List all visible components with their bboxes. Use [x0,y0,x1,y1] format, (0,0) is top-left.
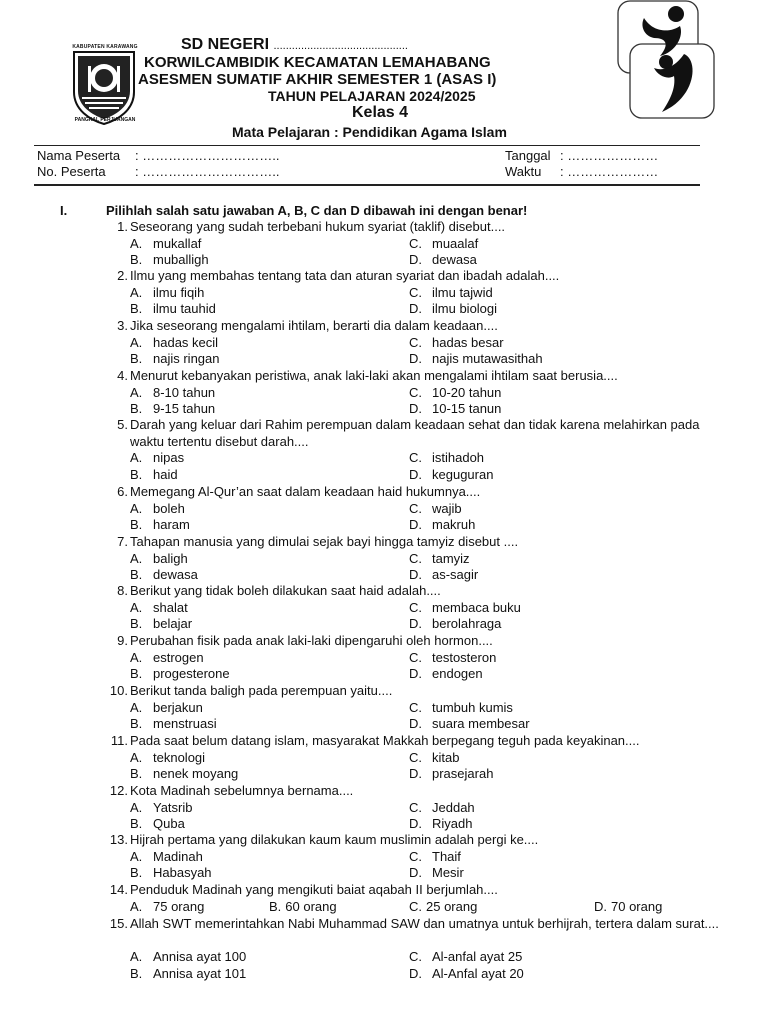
question-number: 7. [117,534,128,549]
section-number: I. [60,203,68,218]
option-text: 10-20 tahun [432,384,502,400]
question-number: 13. [109,832,128,847]
option-letter: A. [130,500,143,516]
option-letter: D. [594,898,607,914]
grade-heading: Kelas 4 [352,104,409,121]
option-letter: A. [130,799,143,815]
option-letter: B. [130,401,143,416]
option-letter: B. [130,965,143,981]
option-letter: C. [409,649,422,665]
option-a [130,899,204,914]
option-letter: A. [130,334,143,350]
option-letter: A. [130,450,143,465]
question-text: Berikut yang tidak boleh dilakukan saat haid adalah.... [130,583,441,598]
option-a [130,501,185,516]
option-letter: A. [130,699,143,715]
option-text: nipas [153,450,185,465]
name-field: : ………………………….. [135,148,280,163]
option-text: berjakun [153,699,203,715]
option-text: 10-15 tanun [432,401,502,416]
option-letter: D. [409,865,422,880]
option-b [130,252,209,267]
option-text: dewasa [432,252,477,267]
option-letter: C. [409,384,422,400]
option-a [130,335,218,350]
option-text: 25 orang [426,898,478,914]
option-a [130,551,188,566]
question-text: Berikut tanda baligh pada perempuan yaitu.... [130,683,393,698]
option-text: membaca buku [432,599,521,615]
question-number: 1. [117,219,128,234]
option-letter: B. [130,252,143,267]
option-text: as-sagir [432,567,479,582]
question-number: 11. [110,733,128,748]
option-letter: C. [409,949,422,964]
option-text: makruh [432,517,476,532]
option-text: muaalaf [432,235,479,251]
option-letter: C. [409,898,422,914]
option-c [409,849,461,864]
question-text: Seseorang yang sudah terbebani hukum syariat (taklif) disebut.... [130,219,506,234]
option-letter: B. [130,351,143,366]
option-letter: C. [409,699,422,715]
district-heading: KORWILCAMBIDIK KECAMATAN LEMAHABANG [144,54,491,71]
option-d [409,467,493,482]
option-letter: A. [130,384,143,400]
option-text: Habasyah [153,865,212,880]
option-text: berolahraga [432,616,502,631]
name-label: Nama Peserta [37,148,121,163]
option-letter: D. [409,301,422,316]
option-letter: B. [130,517,143,532]
option-d [409,401,501,416]
option-letter: D. [409,517,422,532]
option-text: 8-10 tahun [153,384,216,400]
option-text: prasejarah [432,766,494,781]
option-text: 70 orang [611,898,663,914]
number-label: No. Peserta [37,164,106,179]
option-letter: C. [409,450,422,465]
option-letter: D. [409,766,422,781]
option-b [130,616,192,631]
option-a [130,700,203,715]
option-b [269,899,337,914]
option-d [594,899,662,914]
option-text: suara membesar [432,716,530,731]
option-text: najis ringan [153,351,220,366]
question-number: 14. [109,882,128,897]
question-number: 12. [109,783,128,798]
option-text: tumbuh kumis [432,699,513,715]
option-d [409,966,524,981]
option-b [130,766,238,781]
option-c [409,650,496,665]
option-letter: A. [130,235,143,251]
option-text: hadas kecil [153,334,219,350]
option-d [409,616,501,631]
option-d [409,666,483,681]
option-text: Yatsrib [153,799,193,815]
option-letter: B. [130,666,143,681]
option-d [409,766,493,781]
option-b [130,351,220,366]
option-letter: A. [130,898,143,914]
option-text: belajar [153,616,193,631]
option-text: tamyiz [432,550,470,566]
option-text: testosteron [432,649,497,665]
option-text: ilmu biologi [432,301,498,316]
option-text: progesterone [153,666,230,681]
option-text: haid [153,466,178,482]
option-a [130,236,201,251]
option-letter: B. [130,716,143,731]
option-text: Mesir [432,865,464,880]
question-text: Pada saat belum datang islam, masyarakat Makkah berpegang teguh pada keyakinan.... [130,733,640,748]
logo-text-top: KABUPATEN KARAWANG [72,44,138,50]
option-letter: A. [130,550,143,566]
option-a [130,385,215,400]
option-text: mukallaf [153,235,202,251]
option-text: 75 orang [153,898,205,914]
option-letter: B. [269,898,282,914]
option-d [409,517,475,532]
option-c [409,949,522,964]
option-text: najis mutawasithah [432,351,543,366]
option-a [130,800,193,815]
option-letter: A. [130,848,143,864]
option-c [409,800,475,815]
option-a [130,750,205,765]
option-b [130,816,185,831]
question-number: 15. [109,916,128,931]
option-letter: D. [409,401,422,416]
option-letter: D. [409,567,422,582]
option-c [409,335,504,350]
option-letter: B. [130,865,143,880]
year-heading: TAHUN PELAJARAN 2024/2025 [268,88,476,104]
exam-heading: ASESMEN SUMATIF AKHIR SEMESTER 1 (ASAS I) [138,71,497,88]
number-field: : ………………………….. [135,164,280,179]
option-a [130,600,188,615]
option-text: boleh [153,500,185,516]
option-text: Jeddah [432,799,475,815]
option-text: kitab [432,749,460,765]
option-letter: D. [409,351,422,366]
question-text: Memegang Al-Qur’an saat dalam keadaan haid hukumnya.... [130,484,481,499]
regency-emblem-logo [68,44,140,126]
option-b [130,865,212,880]
option-b [130,716,217,731]
question-text: Menurut kebanyakan peristiwa, anak laki-laki akan mengalami ihtilam saat berusia.... [130,368,618,383]
option-text: Annisa ayat 101 [153,965,247,981]
option-text: shalat [153,599,188,615]
option-text: Al-anfal ayat 25 [432,949,523,964]
question-number: 4. [117,368,128,383]
option-text: ilmu tajwid [432,284,493,300]
option-letter: D. [409,816,422,831]
option-text: estrogen [153,649,204,665]
option-letter: C. [409,550,422,566]
date-label: Tanggal [505,148,551,163]
header-rule-bottom [34,184,700,186]
option-text: ilmu fiqih [153,284,205,300]
option-letter: B. [130,816,143,831]
question-text: Darah yang keluar dari Rahim perempuan dalam keadaan sehat dan tidak karena melahirkan pada waktu tertentu disebut darah.... [130,417,700,449]
option-text: baligh [153,550,188,566]
option-c [409,450,484,465]
option-letter: B. [130,301,143,316]
option-text: Madinah [153,848,203,864]
option-b [130,966,246,981]
option-letter: C. [409,749,422,765]
option-text: 60 orang [285,898,337,914]
option-letter: A. [130,649,143,665]
option-text: 9-15 tahun [153,401,216,416]
option-text: menstruasi [153,716,217,731]
question-text: Allah SWT memerintahkan Nabi Muhammad SAW dan umatnya untuk berhijrah, tertera dalam surat.... [130,916,719,931]
option-letter: D. [409,965,422,981]
school-name-blank: ............................................ [273,40,408,52]
option-c [409,285,493,300]
header-rule-top [34,145,700,146]
option-text: hadas besar [432,334,504,350]
question-number: 8. [117,583,128,598]
question-number: 9. [117,633,128,648]
option-d [409,865,464,880]
option-c [409,600,521,615]
corner-figures-decoration [614,0,718,122]
question-text: Perubahan fisik pada anak laki-laki dipengaruhi oleh hormon.... [130,633,493,648]
option-a [130,650,204,665]
option-text: istihadoh [432,450,485,465]
question-number: 3. [117,318,128,333]
option-text: Al-Anfal ayat 20 [432,965,524,981]
question-number: 10. [109,683,128,698]
option-c [409,501,462,516]
option-letter: B. [130,766,143,781]
option-c [409,551,470,566]
option-d [409,567,478,582]
question-text: Ilmu yang membahas tentang tata dan aturan syariat dan ibadah adalah.... [130,268,560,283]
option-letter: A. [130,284,143,300]
option-c [409,700,513,715]
option-letter: C. [409,284,422,300]
option-c [409,750,459,765]
question-number: 6. [117,484,128,499]
option-letter: A. [130,749,143,765]
option-letter: B. [130,616,143,631]
option-text: keguguran [432,466,494,482]
school-name: SD NEGERI ............................................ [181,36,408,53]
option-d [409,252,477,267]
option-letter: B. [130,466,143,482]
option-d [409,716,530,731]
option-c [409,899,477,914]
option-b [130,517,190,532]
option-d [409,351,543,366]
option-text: Quba [153,816,185,831]
logo-text-bottom: PANGKAL PERJUANGAN [74,117,136,123]
option-text: haram [153,517,190,532]
option-b [130,401,215,416]
subject-heading: Mata Pelajaran : Pendidikan Agama Islam [232,124,507,140]
question-text: Tahapan manusia yang dimulai sejak bayi hingga tamyiz disebut .... [130,534,519,549]
option-letter: D. [409,616,422,631]
option-letter: D. [409,252,422,267]
question-text: Hijrah pertama yang dilakukan kaum kaum muslimin adalah pergi ke.... [130,832,539,847]
option-a [130,285,204,300]
option-letter: C. [409,848,422,864]
option-letter: C. [409,500,422,516]
option-letter: B. [130,567,143,582]
date-field: : ………………… [560,148,659,163]
option-c [409,385,501,400]
option-d [409,816,472,831]
time-field: : ………………… [560,164,659,179]
option-text: ilmu tauhid [153,301,216,316]
question-number: 2. [117,268,128,283]
option-text: endogen [432,666,483,681]
section-instruction: Pilihlah salah satu jawaban A, B, C dan D dibawah ini dengan benar! [106,203,528,218]
option-d [409,301,497,316]
option-c [409,236,478,251]
option-text: wajib [432,500,462,516]
option-text: Riyadh [432,816,473,831]
question-text: Jika seseorang mengalami ihtilam, berarti dia dalam keadaan.... [130,318,498,333]
option-text: dewasa [153,567,198,582]
question-text: Penduduk Madinah yang mengikuti baiat aqabah II berjumlah.... [130,882,498,897]
option-b [130,301,216,316]
option-text: Thaif [432,848,461,864]
option-letter: C. [409,599,422,615]
time-label: Waktu [505,164,542,179]
option-letter: A. [130,949,143,964]
option-a [130,450,184,465]
option-b [130,567,198,582]
option-b [130,467,178,482]
question-text: Kota Madinah sebelumnya bernama.... [130,783,354,798]
option-b [130,666,230,681]
option-text: muballigh [153,252,209,267]
option-letter: A. [130,599,143,615]
option-letter: C. [409,799,422,815]
option-letter: C. [409,235,422,251]
option-letter: D. [409,666,422,681]
option-a [130,949,246,964]
option-text: teknologi [153,749,206,765]
option-text: Annisa ayat 100 [153,949,247,964]
option-letter: D. [409,466,422,482]
question-number: 5. [117,417,128,432]
option-text: nenek moyang [153,766,239,781]
option-letter: C. [409,334,422,350]
option-a [130,849,203,864]
option-letter: D. [409,716,422,731]
